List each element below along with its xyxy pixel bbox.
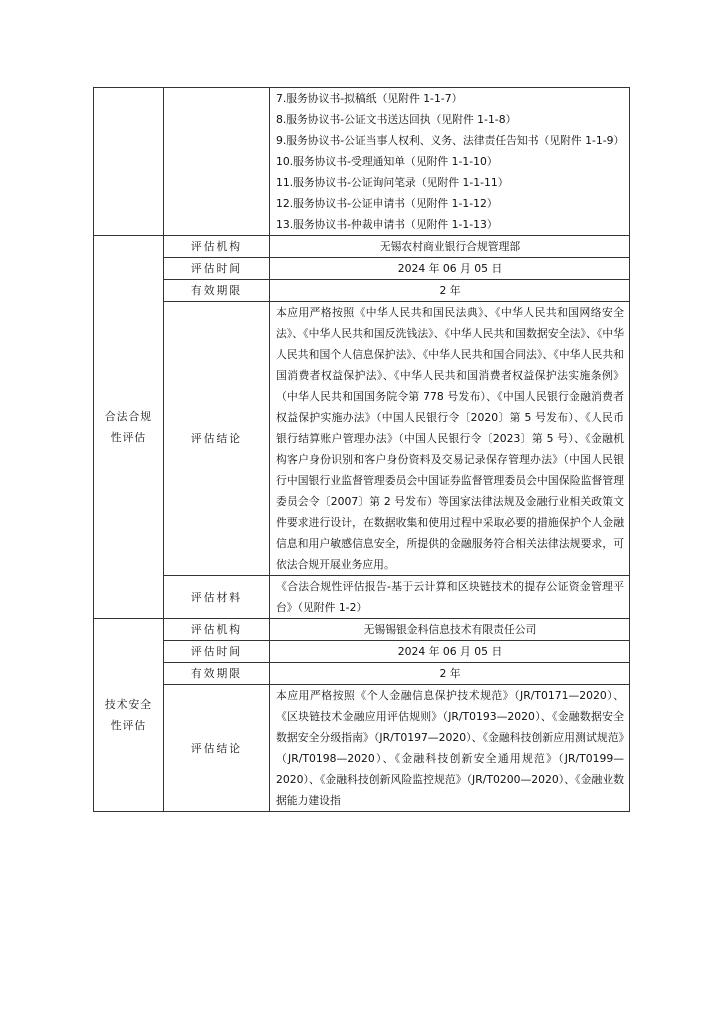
legal-conclusion-row bbox=[94, 302, 630, 576]
legal-validity-label: 有效期限 bbox=[164, 280, 270, 302]
empty-section-cell bbox=[94, 88, 164, 236]
legal-material-label: 评估材料 bbox=[164, 576, 270, 619]
legal-time-label: 评估时间 bbox=[164, 258, 270, 280]
legal-section-label: 合法合规性评估 bbox=[104, 410, 153, 444]
legal-validity-row bbox=[94, 280, 630, 302]
tech-time-row bbox=[94, 641, 630, 663]
attachment-item: 12.服务协议书-公证申请书（见附件 1-1-12） bbox=[276, 197, 498, 210]
tech-org-row bbox=[94, 619, 630, 641]
attachment-item: 7.服务协议书-拟稿纸（见附件 1-1-7） bbox=[276, 92, 463, 105]
attachment-item: 11.服务协议书-公证询问笔录（见附件 1-1-11） bbox=[276, 176, 509, 189]
legal-org-row bbox=[94, 236, 630, 258]
attachment-item: 10.服务协议书-受理通知单（见附件 1-1-10） bbox=[276, 155, 498, 168]
legal-material-row bbox=[94, 576, 630, 619]
legal-time-value: 2024 年 06 月 05 日 bbox=[270, 258, 630, 280]
attachments-list bbox=[270, 88, 630, 236]
attachments-row bbox=[94, 88, 630, 236]
legal-org-value: 无锡农村商业银行合规管理部 bbox=[270, 236, 630, 258]
legal-validity-value: 2 年 bbox=[270, 280, 630, 302]
legal-org-label: 评估机构 bbox=[164, 236, 270, 258]
attachment-item: 13.服务协议书-仲裁申请书（见附件 1-1-13） bbox=[276, 218, 498, 231]
empty-label-cell bbox=[164, 88, 270, 236]
legal-time-row bbox=[94, 258, 630, 280]
legal-conclusion-cell bbox=[270, 302, 630, 576]
legal-material-text: 《合法合规性评估报告-基于云计算和区块链技术的提存公证资金管理平台》（见附件 1-2） bbox=[276, 580, 624, 614]
tech-conclusion-row bbox=[94, 685, 630, 812]
tech-conclusion-text: 本应用严格按照《个人金融信息保护技术规范》（JR/T0171—2020）、《区块链技术金融应用评估规则》（JR/T0193—2020）、《金融数据安全数据安全分级指南》（JR/T0197—2020）、《金融科技创新应用测试规范》（JR/T0198—2020）、《金融科技创新安全通用规范》（JR/T0199—2020）、《金融科技创新风险监控规范》（JR/T0200—2020）、《金融业数据能力建设指 bbox=[276, 689, 624, 807]
attachment-item: 9.服务协议书-公证当事人权利、义务、法律责任告知书（见附件 1-1-9） bbox=[276, 134, 625, 147]
tech-validity-label: 有效期限 bbox=[164, 663, 270, 685]
tech-time-value: 2024 年 06 月 05 日 bbox=[270, 641, 630, 663]
tech-section-cell bbox=[94, 619, 164, 812]
tech-conclusion-cell bbox=[270, 685, 630, 812]
tech-section-label: 技术安全性评估 bbox=[104, 698, 153, 732]
tech-validity-row bbox=[94, 663, 630, 685]
tech-validity-value: 2 年 bbox=[270, 663, 630, 685]
tech-conclusion-label: 评估结论 bbox=[164, 685, 270, 812]
tech-org-label: 评估机构 bbox=[164, 619, 270, 641]
tech-time-label: 评估时间 bbox=[164, 641, 270, 663]
legal-material-cell bbox=[270, 576, 630, 619]
legal-conclusion-label: 评估结论 bbox=[164, 302, 270, 576]
legal-section-cell bbox=[94, 236, 164, 619]
legal-conclusion-text: 本应用严格按照《中华人民共和国民法典》、《中华人民共和国网络安全法》、《中华人民共和国反洗钱法》、《中华人民共和国数据安全法》、《中华人民共和国个人信息保护法》、《中华人民共和国合同法》、《中华人民共和国消费者权益保护法》、《中华人民共和国消费者权益保护法实施条例》（中华人民共和国国务院令第 778 号发布）、《中国人民银行金融消费者权益保护实施办法》（中国人民银行令〔2020〕第 5 号发布）、《人民币银行结算账户管理办法》（中国人民银行令〔2023〕第 5 号）、《金融机构客户身份识别和客户身份资料及交易记录保存管理办法》（中国人民银行中国银行业监督管理委员会中国证券监督管理委员会中国保险监督管理委员会令〔2007〕第 2 号发布）等国家法律法规及金融行业相关政策文件要求进行设计，在数据收集和使用过程中采取必要的措施保护个人金融信息和用户敏感信息安全，所提供的金融服务符合相关法律法规要求，可依法合规开展业务应用。 bbox=[276, 306, 624, 571]
assessment-table bbox=[93, 87, 630, 812]
attachment-item: 8.服务协议书-公证文书送达回执（见附件 1-1-8） bbox=[276, 113, 517, 126]
tech-org-value: 无锡锡银金科信息技术有限责任公司 bbox=[270, 619, 630, 641]
